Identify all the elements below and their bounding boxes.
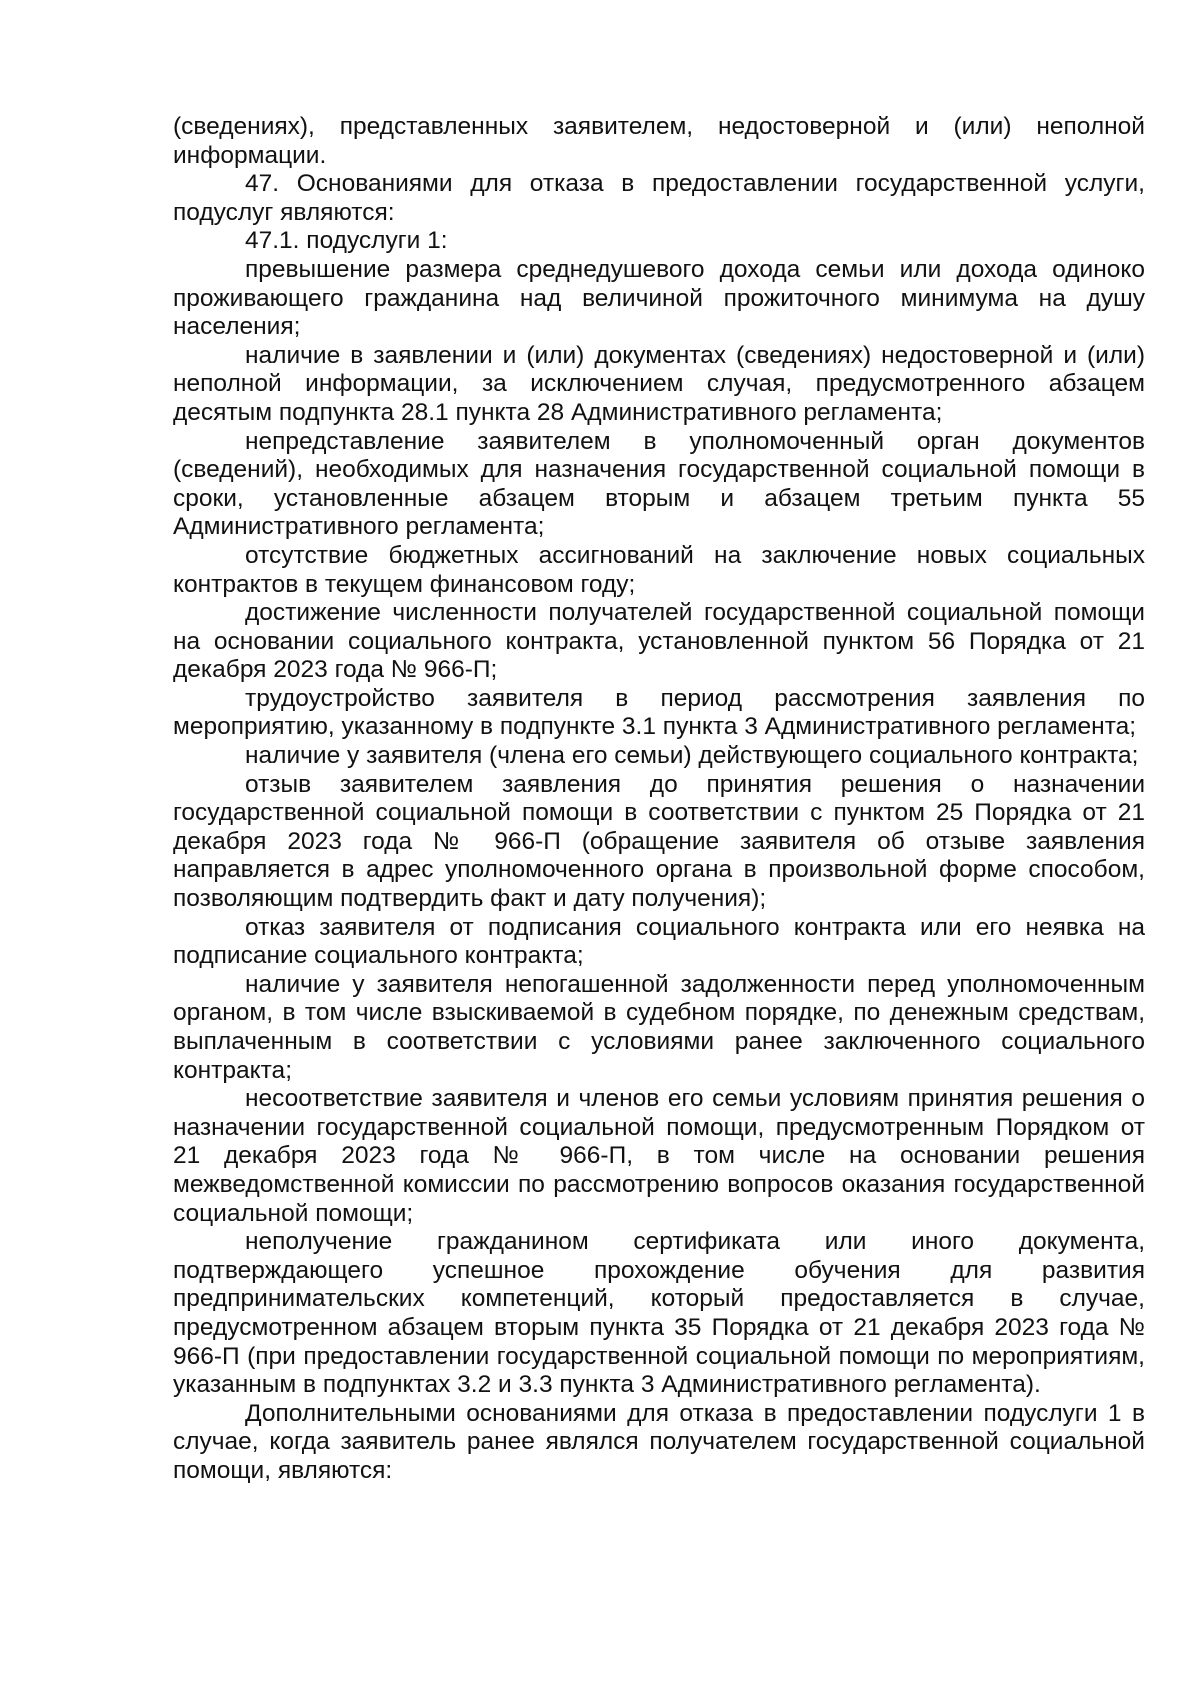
paragraph-no-budget: отсутствие бюджетных ассигнований на заключение новых социальных контрактов в текущем финансовом году; [173, 541, 1145, 598]
paragraph-employment: трудоустройство заявителя в период рассмотрения заявления по мероприятию, указанному в подпункте 3.1 пункта 3 Административного регламента; [173, 684, 1145, 741]
paragraph-continuation: (сведениях), представленных заявителем, недостоверной и (или) неполной информации. [173, 113, 1145, 169]
paragraph-no-certificate: неполучение гражданином сертификата или иного документа, подтверждающего успешное прохождение обучения для развития предпринимательских компетенций, который предоставляется в случае, предусмотренном абзацем вторым пункта 35 Порядка от 21 декабря 2023 года № 966-П (при предоставлении государственной социальной помощи по мероприятиям, указанным в подпунктах 3.2 и 3.3 пункта 3 Административного регламента). [173, 1228, 1145, 1399]
paragraph-documents-not-submitted: непредставление заявителем в уполномоченный орган документов (сведений), необходимых для назначения государственной социальной помощи в сроки, установленные абзацем вторым и абзацем третьим пункта 55 Административного регламента; [173, 427, 1145, 541]
paragraph-contract-refusal: отказ заявителя от подписания социального контракта или его неявка на подписание социального контракта; [173, 913, 1145, 970]
paragraph-recipient-limit: достижение численности получателей государственной социальной помощи на основании социального контракта, установленной пунктом 56 Порядка от 21 декабря 2023 года № 966-П; [173, 599, 1145, 684]
paragraph-application-withdrawal: отзыв заявителем заявления до принятия решения о назначении государственной социальной помощи в соответствии с пунктом 25 Порядка от 21 декабря 2023 года № 966-П (обращение заявителя об отзыве заявления направляется в адрес уполномоченного органа в произвольной форме способом, позволяющим подтвердить факт и дату получения); [173, 770, 1145, 913]
paragraph-nonconformity: несоответствие заявителя и членов его семьи условиям принятия решения о назначении государственной социальной помощи, предусмотренным Порядком от 21 декабря 2023 года № 966-П, в том числе на основании решения межведомственной комиссии по рассмотрению вопросов оказания государственной социальной помощи; [173, 1085, 1145, 1227]
paragraph-active-contract: наличие у заявителя (члена его семьи) действующего социального контракта; [245, 742, 1139, 770]
document-body [173, 113, 1145, 1486]
paragraph-unreliable-info: наличие в заявлении и (или) документах (сведениях) недостоверной и (или) неполной информации, за исключением случая, предусмотренного абзацем десятым подпункта 28.1 пункта 28 Административного регламента; [173, 341, 1145, 426]
paragraph-item-47-1: 47.1. подуслуги 1: [245, 227, 448, 255]
paragraph-additional-grounds: Дополнительными основаниями для отказа в предоставлении подуслуги 1 в случае, когда заявитель ранее являлся получателем государственной социальной помощи, являются: [173, 1399, 1145, 1484]
paragraph-debt: наличие у заявителя непогашенной задолженности перед уполномоченным органом, в том числе взыскиваемой в судебном порядке, по денежным средствам, выплаченным в соответствии с условиями ранее заключенного социального контракта; [173, 970, 1145, 1084]
paragraph-item-47: 47. Основаниями для отказа в предоставлении государственной услуги, подуслуг являются: [173, 170, 1145, 226]
paragraph-income-excess: превышение размера среднедушевого дохода семьи или дохода одиноко проживающего гражданина над величиной прожиточного минимума на душу населения; [173, 255, 1145, 341]
